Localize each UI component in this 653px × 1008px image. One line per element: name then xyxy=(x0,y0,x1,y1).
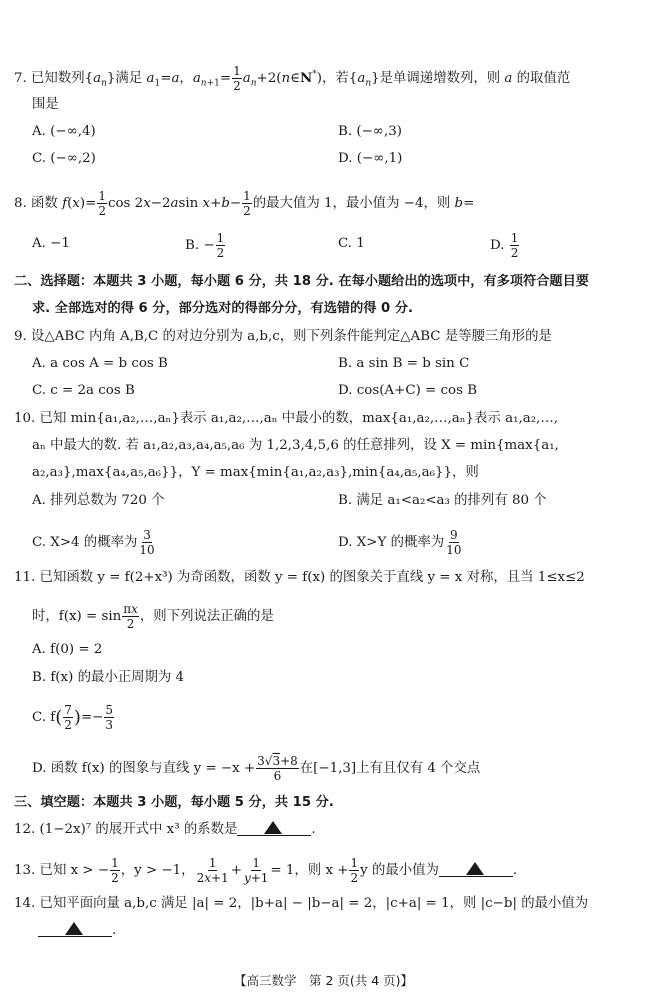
fraction-one-half: $\frac{1}{2}$ xyxy=(350,856,359,885)
section-2-heading-cont: 求. 全部选对的得 6 分，部分选对的得部分分，有选错的得 0 分. xyxy=(32,301,414,316)
q8-option-d: D. $\frac{1}{2}$ xyxy=(490,231,519,260)
fraction-3-10: $\frac{3}{10}$ xyxy=(139,528,155,557)
fraction-one-half: $\frac{1}{2}$ xyxy=(111,856,119,885)
fraction-5-3: $\frac{5}{3}$ xyxy=(105,703,114,732)
q8-stem: 8. 函数 f(x)= $\frac{1}{2}$ cos 2x−2asin x+b− $\frac{1}{2}$ 的最大值为 1，最小值为 −4，则 b= xyxy=(14,189,475,218)
q10-stem-cont: a₂,a₃},max{a₄,a₅,a₆}}，Y = max{min{a₁,a₂,a₃},min{a₄,a₅,a₆}}，则 xyxy=(32,465,479,480)
q7-option-b: B. (−∞,3) xyxy=(338,124,402,139)
page-footer: 【高三数学 第 2 页(共 4 页)】 xyxy=(234,973,414,988)
q12-stem: 12. (1−2x)⁷ 的展开式中 x³ 的系数是 . xyxy=(14,822,316,837)
fraction-3root3-plus-8-over-6: $\frac{3√3+8}{6}$ xyxy=(257,754,298,783)
q13-stem: 13. 已知 x > − $\frac{1}{2}$ ，y > −1， $\frac{1}{2x+1}$ + $\frac{1}{y+1}$ = 1，则 x + $\frac{1}{2}$ y 的最小值为 . xyxy=(14,856,518,885)
answer-blank[interactable] xyxy=(237,821,311,836)
fraction-one-half: $\frac{1}{2}$ xyxy=(510,231,519,260)
q10-stem-cont: aₙ 中最大的数. 若 a₁,a₂,a₃,a₄,a₅,a₆ 为 1,2,3,4,5,6 的任意排列，设 X = min{max{a₁, xyxy=(32,438,559,453)
q7-stem-cont: 围是 xyxy=(32,97,59,112)
q8-option-a: A. −1 xyxy=(32,236,70,251)
section-3-heading: 三、填空题：本题共 3 小题，每小题 5 分，共 15 分. xyxy=(14,795,334,810)
q14-answer-line: . xyxy=(38,922,116,940)
q7-stem: 7. 已知数列$\{a_n\}$满足 $a_1=a$，$a_{n+1}=$ $\frac{1}{2}$ $a_n+2(n\in N^*)$，若$\{a_n\}$是单调递增数列，则 a 的取值范 xyxy=(14,64,571,93)
q8-option-b: B. − $\frac{1}{2}$ xyxy=(185,231,225,260)
fraction-1-over-2x-plus-1: $\frac{1}{2x+1}$ xyxy=(196,856,229,885)
triangle-icon xyxy=(466,862,484,875)
fraction-7-2: $\frac{7}{2}$ xyxy=(64,703,72,732)
fraction-one-half: $\frac{1}{2}$ xyxy=(243,189,251,218)
fraction-one-half: $\frac{1}{2}$ xyxy=(216,231,225,260)
answer-blank[interactable] xyxy=(439,862,513,877)
q10-option-d: D. X>Y 的概率为 $\frac{9}{10}$ xyxy=(338,528,462,557)
fraction-9-10: $\frac{9}{10}$ xyxy=(446,528,462,557)
q9-stem: 9. 设△ABC 内角 A,B,C 的对边分别为 a,b,c，则下列条件能判定△ABC 是等腰三角形的是 xyxy=(14,329,552,344)
q7-option-a: A. (−∞,4) xyxy=(32,124,96,139)
q7-option-d: D. (−∞,1) xyxy=(338,151,403,166)
fraction-one-half: $\frac{1}{2}$ xyxy=(98,189,106,218)
q10-stem: 10. 已知 min{a₁,a₂,…,aₙ}表示 a₁,a₂,…,aₙ 中最小的数，max{a₁,a₂,…,aₙ}表示 a₁,a₂,…, xyxy=(14,411,558,426)
fraction-pi-x-over-2: $\frac{\pi x}{2}$ xyxy=(123,602,138,631)
triangle-icon xyxy=(65,922,83,935)
q7-option-c: C. (−∞,2) xyxy=(32,151,96,166)
q11-option-d: D. 函数 f(x) 的图象与直线 y = −x + $\frac{3√3+8}{6}$ 在[−1,3]上有且仅有 4 个交点 xyxy=(32,754,481,783)
q9-option-d: D. cos(A+C) = cos B xyxy=(338,383,478,398)
section-2-heading: 二、选择题：本题共 3 小题，每小题 6 分，共 18 分. 在每小题给出的选项中，有多项符合题目要 xyxy=(14,274,589,289)
q11-stem: 11. 已知函数 y = f(2+x³) 为奇函数，函数 y = f(x) 的图象关于直线 y = x 对称，且当 1≤x≤2 xyxy=(14,570,585,585)
fraction-1-over-y-plus-1: $\frac{1}{y+1}$ xyxy=(243,856,269,885)
q11-option-c: C. f( $\frac{7}{2}$ )=− $\frac{5}{3}$ xyxy=(32,703,114,732)
q9-option-b: B. a sin B = b sin C xyxy=(338,356,470,371)
q11-option-a: A. f(0) = 2 xyxy=(32,642,103,657)
q14-stem: 14. 已知平面向量 a,b,c 满足 |a| = 2，|b+a| − |b−a| = 2，|c+a| = 1，则 |c−b| 的最小值为 xyxy=(14,896,589,911)
q11-option-b: B. f(x) 的最小正周期为 4 xyxy=(32,670,185,685)
q9-option-a: A. a cos A = b cos B xyxy=(32,356,168,371)
q10-option-a: A. 排列总数为 720 个 xyxy=(32,493,165,508)
triangle-icon xyxy=(264,821,282,834)
q10-option-c: C. X>4 的概率为 $\frac{3}{10}$ xyxy=(32,528,155,557)
q8-option-c: C. 1 xyxy=(338,236,365,251)
q9-option-c: C. c = 2a cos B xyxy=(32,383,135,398)
q11-stem-cont: 时，f(x) = sin $\frac{\pi x}{2}$ ，则下列说法正确的是 xyxy=(32,602,274,631)
answer-blank[interactable] xyxy=(38,922,112,937)
q10-option-b: B. 满足 a₁<a₂<a₃ 的排列有 80 个 xyxy=(338,493,547,508)
fraction-one-half: $\frac{1}{2}$ xyxy=(233,64,241,93)
